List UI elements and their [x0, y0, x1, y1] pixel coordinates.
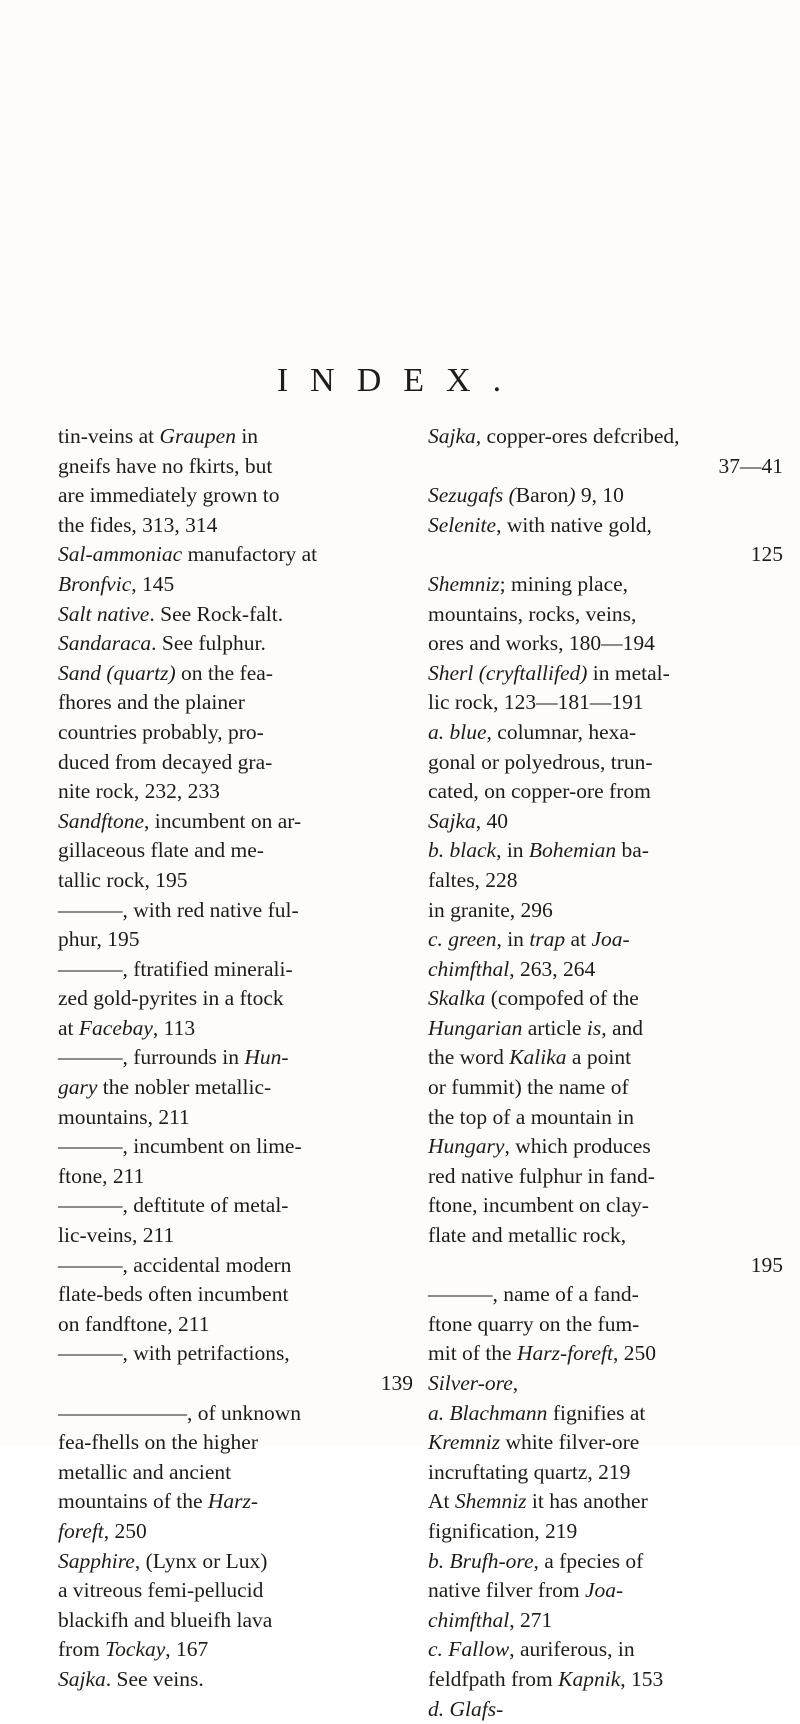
index-line: ———, furrounds in Hun-	[58, 1045, 289, 1070]
index-line: chimfthal, 271	[428, 1607, 553, 1632]
index-line: mountains, 211	[58, 1104, 190, 1129]
index-line: b. Brufh-ore, a fpecies of	[428, 1548, 644, 1573]
index-line: mountains of the Harz-	[58, 1489, 259, 1514]
index-line: flate and metallic rock,	[428, 1223, 627, 1248]
index-line: c. green, in trap at Joa-	[428, 927, 630, 952]
index-line: d. Glafs-	[428, 1696, 504, 1721]
index-line: a. Blachmann fignifies at	[428, 1400, 646, 1425]
index-line: phur, 195	[58, 927, 140, 952]
index-line: lic rock, 123—181—191	[428, 690, 644, 715]
index-line: mountains, rocks, veins,	[428, 601, 637, 626]
index-line: ——————, of unknown	[58, 1400, 302, 1425]
index-line: the word Kalika a point	[428, 1045, 632, 1070]
index-line: At Shemniz it has another	[428, 1489, 648, 1514]
index-line: Sapphire, (Lynx or Lux)	[58, 1548, 268, 1573]
index-line: flate-beds often incumbent	[58, 1282, 289, 1307]
index-line: ———, with red native ful-	[58, 897, 299, 922]
index-line: gillaceous flate and me-	[58, 838, 264, 863]
index-line: gary the nobler metallic-	[58, 1075, 272, 1100]
index-line: ———, incumbent on lime-	[58, 1134, 302, 1159]
index-line: Sherl (cryftallifed) in metal-	[428, 660, 670, 685]
index-line: fignification, 219	[428, 1518, 578, 1543]
index-line: Sandaraca. See fulphur.	[58, 631, 266, 656]
index-line: b. black, in Bohemian ba-	[428, 838, 649, 863]
index-line: feldfpath from Kapnik, 153	[428, 1666, 664, 1691]
index-line: nite rock, 232, 233	[58, 779, 220, 804]
index-line: zed gold-pyrites in a ftock	[58, 986, 284, 1011]
index-line: at Facebay, 113	[58, 1015, 196, 1040]
index-line: Skalka (compofed of the	[428, 986, 639, 1011]
index-line: ———, name of a fand-	[428, 1282, 639, 1307]
index-line: Sand (quartz) on the fea-	[58, 660, 273, 685]
index-line: 195	[750, 1252, 783, 1277]
index-line: Selenite, with native gold,	[428, 512, 652, 537]
index-line: metallic and ancient	[58, 1459, 232, 1484]
index-line: a vitreous femi-pellucid	[58, 1578, 264, 1603]
index-line: Sajka. See veins.	[58, 1666, 204, 1691]
index-line: ———, accidental modern	[58, 1252, 292, 1277]
index-line: 139	[380, 1371, 413, 1395]
index-line: red native fulphur in fand-	[428, 1163, 655, 1188]
left-column	[58, 422, 413, 1695]
index-line: gneifs have no fkirts, but	[58, 453, 273, 478]
page-header: INDEX.	[276, 362, 524, 399]
index-line: ores and works, 180—194	[428, 631, 655, 656]
index-line: foreft, 250	[58, 1518, 147, 1543]
index-line: Shemniz; mining place,	[428, 571, 629, 596]
index-line: Sajka, 40	[428, 808, 509, 833]
index-line: incruftating quartz, 219	[428, 1459, 631, 1484]
index-line: faltes, 228	[428, 867, 518, 892]
index-line: tin-veins at Graupen in	[58, 424, 259, 448]
index-line: Bronfvic, 145	[58, 571, 175, 596]
index-line: c. Fallow, auriferous, in	[428, 1637, 635, 1662]
index-line: in granite, 296	[428, 897, 553, 922]
index-line: mit of the Harz-foreft, 250	[428, 1341, 656, 1366]
index-line: ftone, 211	[58, 1163, 145, 1188]
index-line: tallic rock, 195	[58, 867, 188, 892]
index-line: ———, ftratified minerali-	[58, 956, 293, 981]
right-column	[428, 422, 783, 1724]
index-line: the fides, 313, 314	[58, 512, 218, 537]
index-line: on fandftone, 211	[58, 1311, 210, 1336]
index-line: are immediately grown to	[58, 483, 280, 508]
index-line: Salt native. See Rock-falt.	[58, 601, 284, 626]
index-line: cated, on copper-ore from	[428, 779, 651, 804]
index-line: countries probably, pro-	[58, 719, 264, 744]
index-line: the top of a mountain in	[428, 1104, 635, 1129]
index-line: ———, with petrifactions,	[58, 1341, 290, 1366]
index-line: native filver from Joa-	[428, 1578, 624, 1603]
index-line: chimfthal, 263, 264	[428, 956, 596, 981]
index-line: Hungary, which produces	[428, 1134, 651, 1159]
index-line: Kremniz white filver-ore	[428, 1430, 640, 1455]
index-line: Silver-ore,	[428, 1371, 519, 1395]
index-line: ftone quarry on the fum-	[428, 1311, 640, 1336]
index-line: ———, deftitute of metal-	[58, 1193, 289, 1218]
index-line: Sandftone, incumbent on ar-	[58, 808, 302, 833]
index-line: duced from decayed gra-	[58, 749, 273, 774]
index-line: fhores and the plainer	[58, 690, 245, 715]
index-line: 37—41	[718, 453, 783, 478]
index-line: from Tockay, 167	[58, 1637, 209, 1662]
index-line: Hungarian article is, and	[428, 1015, 643, 1040]
index-line: blackifh and blueifh lava	[58, 1607, 273, 1632]
index-line: or fummit) the name of	[428, 1075, 629, 1100]
index-line: a. blue, columnar, hexa-	[428, 719, 637, 744]
index-line: gonal or polyedrous, trun-	[428, 749, 653, 774]
index-line: ftone, incumbent on clay-	[428, 1193, 649, 1218]
index-line: 125	[750, 542, 783, 567]
index-line: Sal-ammoniac manufactory at	[58, 542, 318, 567]
index-line: Sezugafs (Baron) 9, 10	[428, 483, 624, 508]
index-line: Sajka, copper-ores defcribed,	[428, 424, 680, 448]
index-line: lic-veins, 211	[58, 1223, 175, 1248]
index-line: fea-fhells on the higher	[58, 1430, 258, 1455]
